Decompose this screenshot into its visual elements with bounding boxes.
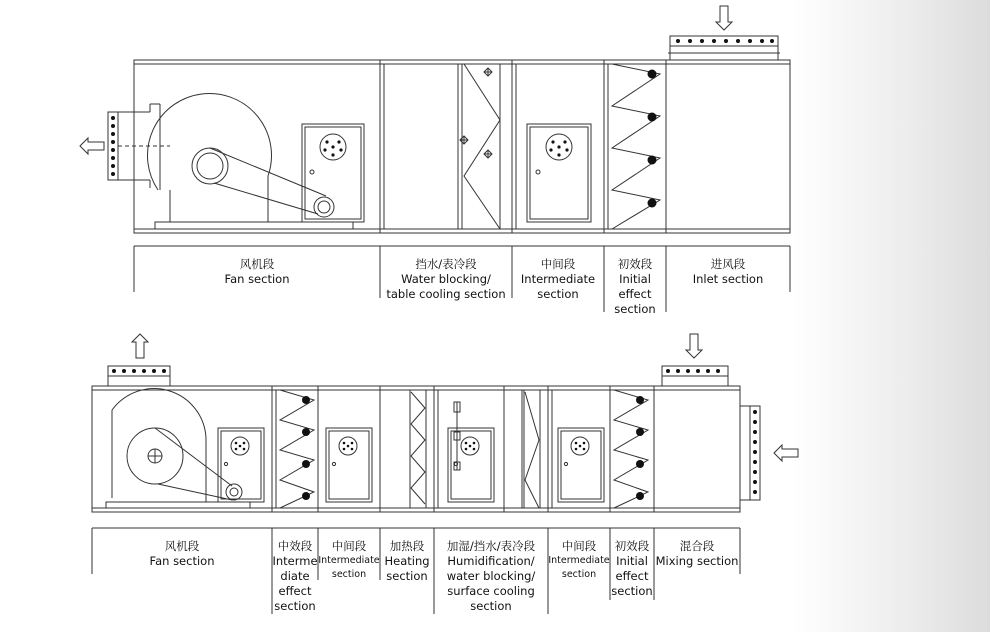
bottom-initial-filter xyxy=(614,390,648,508)
top-outlet-arrow-icon xyxy=(80,138,104,154)
bottom-mixing-side-arrow-icon xyxy=(774,445,798,461)
bottom-label-medium: 中效段 Interme diate effect section xyxy=(272,539,318,613)
bottom-label-intermediate1: 中间段 Intermediate section xyxy=(318,539,380,580)
top-fan-panel-dots xyxy=(323,140,342,156)
top-label-inlet: 进风段 Inlet section xyxy=(692,257,764,286)
bottom-label-humid: 加湿/挡水/表冷段 Humidification/ water blocking/ surface cooling section xyxy=(446,539,536,613)
top-fan-access-panel xyxy=(302,124,364,222)
bottom-label-fan: 风机段 Fan section xyxy=(149,539,215,568)
top-label-fan: 风机段 Fan section xyxy=(224,257,290,286)
bottom-label-initial: 初效段 Initial effect section xyxy=(611,539,653,598)
top-label-water: 挡水/表冷段 Water blocking/ table cooling section xyxy=(386,257,506,301)
bottom-medium-filter xyxy=(280,390,314,508)
bottom-blower xyxy=(106,389,250,508)
bottom-heating-coil xyxy=(410,390,426,508)
bottom-mixing-top-damper xyxy=(662,366,728,386)
top-label-initial: 初效段 Initial effect section xyxy=(614,257,656,316)
bottom-mixing-side-damper xyxy=(740,406,760,500)
bottom-label-heating: 加热段 Heating section xyxy=(384,539,430,583)
bottom-intermediate2-panel xyxy=(558,428,604,502)
top-cooling-coil xyxy=(460,64,500,229)
top-blower xyxy=(147,93,353,229)
top-label-intermediate: 中间段 Intermediate section xyxy=(520,257,596,301)
bottom-outlet-arrow-icon xyxy=(132,334,148,358)
bottom-mixing-top-arrow-icon xyxy=(686,334,702,358)
top-outlet-blades xyxy=(111,116,115,176)
top-inlet-arrow-icon xyxy=(716,6,732,30)
bottom-humid-section xyxy=(448,390,540,508)
top-intermediate-panel xyxy=(527,124,591,222)
bottom-label-intermediate2: 中间段 Intermediate section xyxy=(548,539,610,580)
bottom-fan-access-panel xyxy=(218,428,264,502)
bottom-outlet-damper xyxy=(108,366,170,386)
bottom-label-mixing: 混合段 Mixing section xyxy=(655,539,739,568)
bottom-intermediate1-panel xyxy=(326,428,372,502)
